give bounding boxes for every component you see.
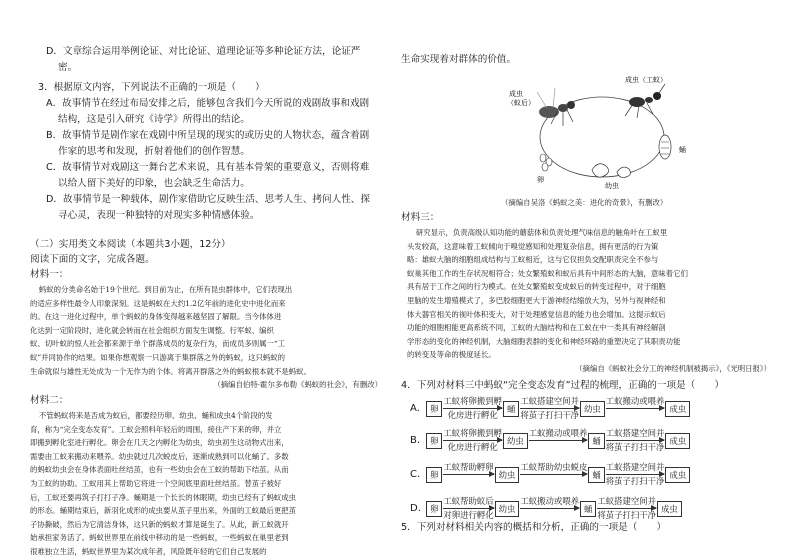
option-label: D.: [410, 503, 421, 514]
transition-arrow: [443, 428, 502, 453]
arrow-label-top: 工蚁搬动或喂养: [605, 396, 665, 406]
queen-ant-icon: [537, 88, 575, 126]
arrow-line: [520, 408, 579, 409]
stage-box: 蛹: [588, 433, 604, 449]
label-queen: 成虫: [509, 90, 523, 98]
transition-arrow: [520, 462, 587, 487]
arrow-label-top: 工蚁搬动或喂养: [528, 428, 588, 438]
option-label: B.: [410, 435, 421, 446]
arrow-label-top: 工蚁帮助幼虫蜕皮: [520, 462, 588, 472]
arrow-label-top: 工蚁帮助蚁后: [443, 496, 494, 506]
q3-option-a[interactable]: A．故事情节在经过布局安排之后，能够包含我们今天所说的戏剧故事和戏剧 结构，这是引入研究《诗学》所得出的结论。: [46, 98, 370, 125]
arrow-line: [606, 440, 665, 441]
stage-box: 成虫: [665, 467, 690, 483]
arrow-label-bottom: 对卵进行孵化: [443, 510, 494, 520]
label-adult: 成虫（工蚁）: [625, 76, 667, 84]
arrow-line: [443, 440, 502, 441]
arrow-label-top: 工蚁搬动或喂养: [520, 496, 579, 506]
arrow-label-top: 工蚁将卵搬到孵: [443, 428, 502, 438]
label-pupa: 蛹: [679, 146, 686, 154]
q4-option-d[interactable]: [410, 496, 682, 521]
stage-box: 蛹: [580, 501, 596, 517]
transition-arrow: [443, 496, 493, 521]
material-3-text: 研究显示，负责高级认知功能的蘑菇体和负责处理气味信息的触角叶在工蚁里 头发较高，这意味着工蚁倾向于嗅觉感知和处理复杂信息，拥有更活的行为策 略：雄蚁大脑的细胞组成结构与工蚁相近，这与它仅担负交配职责完全不参与 蚁巢其他工作的生存状况相符合；处女繁殖蚁和蚁后具有中间形态的大脑，意味着它们 具有居于工作之间的行为模式。在处女繁殖蚁变成蚁后的转变过程中，对于细胞 里脑的发生增殖模式了，多巴胶细胞更大于游神经结缩放大为，另外与视神经和 体大器官相关的视叶体积变大，对于处理感觉信息的能力也会增加。这提示蚁后 功能的细胞相能更高系统不同，工蚁的大脑结构和在工蚁在中一类具有神经解剖 学形态的变化的神经机制，大脑细胞表群的变化和神经环路的重塑决定了其职责功能 的转变及等命的极度延长。 （摘编自《蚂蚁社会分工的神经机制被揭示》，《光明日报》）: [407, 226, 771, 376]
arrow-line: [597, 508, 656, 509]
stage-box: 成虫: [665, 433, 690, 449]
transition-arrow: [520, 496, 579, 521]
q4-option-a[interactable]: [410, 396, 690, 421]
q3-option-d[interactable]: D．故事情节是一种载体，剧作家借助它反映生活、思考人生、拷问人性、探 寻心灵，表现一种独特的对现实多种情感体验。: [46, 194, 370, 221]
arrow-line: [529, 440, 588, 441]
arrow-label-top: 工蚁搭建空间并: [520, 396, 579, 406]
transition-arrow: [606, 396, 665, 421]
worker-ant-icon: [625, 84, 665, 118]
option-label: C.: [410, 469, 421, 480]
label-larva: 幼虫: [605, 182, 619, 190]
stage-box: 蛹: [503, 401, 519, 417]
diagram-source: （摘编自吴洛《蚂蚁之美：进化的奇景》，有删改）: [501, 198, 668, 207]
arrow-label-bottom: 化房进行孵化: [447, 442, 498, 452]
transition-arrow: [443, 462, 493, 487]
arrow-line: [520, 508, 579, 509]
transition-arrow: [597, 496, 656, 521]
arrow-label-bottom: 化房进行孵化: [447, 410, 498, 420]
arrow-line: [606, 474, 665, 475]
question-4-stem: 4．下列对材料三中蚂蚁“完全变态发育”过程的梳理，正确的一项是（ ）: [401, 380, 725, 391]
arrow-label-top: 工蚁帮助孵卵: [443, 462, 494, 472]
stage-box: 卵: [426, 467, 442, 483]
transition-arrow: [529, 428, 588, 453]
material-1-text: 蚂蚁的分类命名始于19个世纪。到目前为止，在所有昆虫群体中，它们表现出 的适应多样性最令人印象深刻。这是蚂蚁在大约1.2亿年前的进化史中进化而来 的。在这一进化过程中，单个蚂蚁的身体变得越来越坚固了解限。当今体体进 化达到一定阶段时，进化就会转而在社会组织方面发生调整。行军蚁、编织 蚁、切叶蚁的惊人社会都来源于单个群落成员的复杂行为，而成员多则属一“工 蚁”并同协作的结果。如果你想观察一只游离于集群落之外的蚂蚁，这只蚂蚁的 生命就似与雄性无处成为一个无作为的个体。将离开群落之外的蚂蚁根本就不是蚂蚁。 （摘编自伯特·霍尔多布勒《蚂蚁的社会》，有删改）: [30, 283, 382, 392]
egg-icon: [540, 154, 552, 171]
stage-box: 卵: [426, 501, 442, 517]
q4-option-c[interactable]: [410, 462, 690, 487]
option-label: A.: [410, 403, 420, 414]
stage-box: 蛹: [588, 467, 604, 483]
svg-text:（蚁后）: （蚁后）: [507, 99, 535, 107]
q3-option-b[interactable]: B．故事情节是剧作家在戏剧中所呈现的现实的或历史的人物状态，蕴含着剧 作家的思考和发现，折射着他们的创作智慧。: [46, 130, 370, 157]
stage-box: 幼虫: [495, 467, 520, 483]
arrow-line: [443, 474, 493, 475]
stage-box: 幼虫: [495, 501, 520, 517]
arrow-label-top: 工蚁搭建空间并: [597, 496, 656, 506]
instruction: 阅读下面的文字，完成各题。: [30, 254, 155, 265]
material-2-title: 材料二：: [30, 395, 69, 406]
arrow-label-bottom: 将茧子打扫干净: [520, 410, 579, 420]
q2-option-d: D．文章综合运用举例论证、对比论证、道理论证等多种论证方法，论证严 密。: [46, 46, 361, 73]
larva-icon: [592, 164, 630, 178]
stage-box: 卵: [426, 401, 442, 417]
arrow-label-top: 工蚁搭建空间并: [605, 462, 665, 472]
section-heading: （二）实用类文本阅读（本题共3小题，12分）: [30, 239, 231, 250]
right-intro: 生命实现着对群体的价值。: [401, 54, 517, 65]
label-egg: 卵: [537, 176, 544, 184]
question-3: [38, 80, 388, 224]
question-5-stem: 5．下列对材料相关内容的概括和分析，正确的一项是（ ）: [401, 522, 667, 533]
transition-arrow: [443, 396, 502, 421]
transition-arrow: [520, 396, 579, 421]
material-1-source: （摘编自伯特·霍尔多布勒《蚂蚁的社会》，有删改）: [213, 380, 382, 390]
stage-box: 成虫: [657, 501, 682, 517]
material-3-source: （摘编自《蚂蚁社会分工的神经机制被揭示》，《光明日报》）: [575, 363, 771, 373]
arrow-label-bottom: 将茧子打扫干净: [605, 442, 665, 452]
pupa-icon: [659, 135, 671, 159]
stage-box: 幼虫: [503, 433, 528, 449]
arrow-label-top: 工蚁搭建空间并: [605, 428, 665, 438]
material-1-title: 材料一：: [30, 269, 69, 280]
arrow-label-bottom: 将茧子打扫干净: [605, 476, 665, 486]
material-3-title: 材料三：: [401, 212, 440, 223]
q3-option-c[interactable]: C．故事情节对戏剧这一舞台艺术来说，具有基本骨架的重要意义，否则将难 以给人留下美好的印象，也会缺乏生命活力。: [46, 162, 370, 189]
arrow-label-bottom: 将茧子打扫干净: [597, 510, 656, 520]
transition-arrow: [606, 462, 665, 487]
ant-lifecycle-diagram: [507, 72, 707, 192]
arrow-line: [520, 474, 587, 475]
q4-option-b[interactable]: [410, 428, 690, 453]
arrow-label-top: 工蚁将卵搬到孵: [443, 396, 502, 406]
stage-box: 卵: [426, 433, 442, 449]
arrow-line: [443, 408, 502, 409]
arrow-line: [443, 508, 493, 509]
material-2-text: 不管蚂蚁将来是否成为蚁后，都要经历卵、幼虫、蛹和成虫4个阶段的发 育，称为“完全变态发育”。工蚁会照料年轻后的周围，接住产下来的卵，并立 即搬到孵化室进行孵化。卵会在几天之内孵化为幼虫，幼虫初生这动物式出来， 需要由工蚁来搬动来喂养。幼虫就过几次蜕皮后，逐渐成熟到可以化蛹了。多数 的蚂蚁幼虫会在身体表面吐丝结茧，也有一些幼虫会在工蚁的帮助下结茧。从而 为工蚁的协助。工蚁用其上帮助它将进一个空间底里面吐丝结茧。替茧子被好 后，工蚁还要再筑子打打子净。蛹期是一个长长的休眠期，幼虫已经有了蚂蚁成虫 的形态。蛹期结束后，新羽化成形的成虫要从茧子里出来，外面的工蚁最后更把茧 子协撕破，然后为它清洁身体，这只新的蚂蚁才算是诞生了。从此，新工蚁就开 始承担家务活了。蚂蚁世界里在前线中移动的是一些蚂蚁，一些蚂蚁在巢里老到 很难独立生活，蚂蚁世界里为某次成年者，风险既年轻的它们自己发展的: [30, 411, 297, 556]
stage-box: 成虫: [665, 401, 690, 417]
q3-stem: 3．根据原文内容，下列说法不正确的一项是（ ）: [38, 82, 265, 93]
arrow-line: [606, 408, 665, 409]
transition-arrow: [606, 428, 665, 453]
stage-box: 幼虫: [580, 401, 605, 417]
